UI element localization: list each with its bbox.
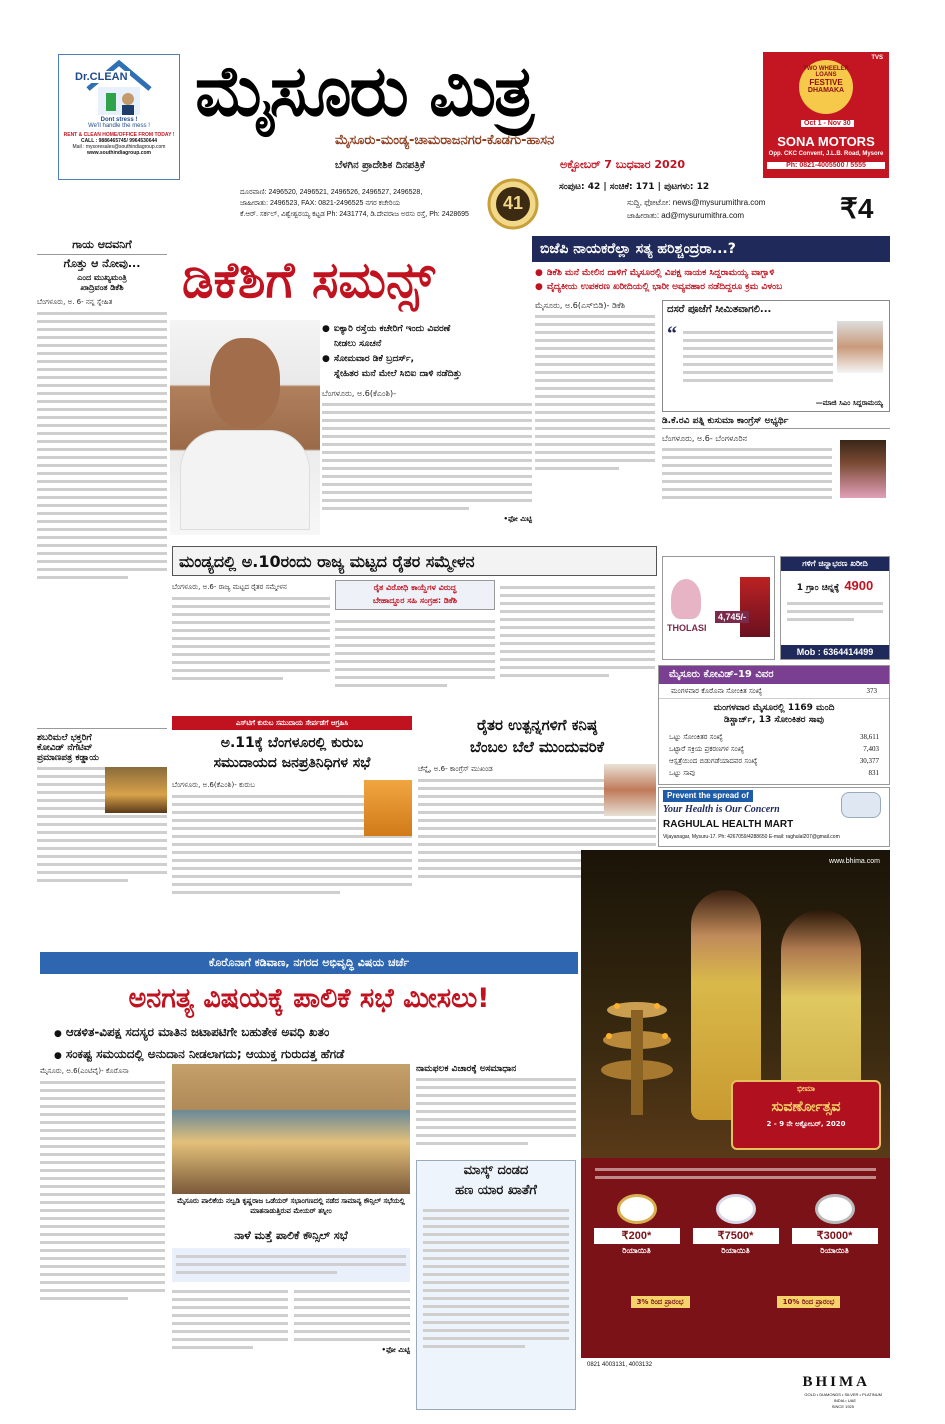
bhima-offer-label: ರಿಯಾಯಿತಿ <box>820 1246 849 1255</box>
covid-head: ಮೈಸೂರು ಕೋವಿಡ್-19 ವಿವರ <box>659 666 889 684</box>
kuruba-kicker-bar <box>172 716 412 730</box>
lead-body <box>322 388 532 524</box>
sona-address: Opp. CKC Convent, J.L.B. Road, Mysore <box>768 151 884 157</box>
farmers-body-3 <box>500 582 655 682</box>
farmers-body-1 <box>172 582 330 685</box>
bhima-offer-panel <box>581 1158 890 1358</box>
covid-summary-2: ಡಿಸ್ಚಾರ್ಜ್, 13 ಸೋಂಕಿತರ ಸಾವು <box>724 715 824 725</box>
bhima-offer-filler <box>581 1158 890 1190</box>
sabarimala-head-3: ಪ್ರಮಾಣಪತ್ರ ಕಡ್ಡಾಯ <box>37 753 99 763</box>
covid-stat-label: ಆಸ್ಪತ್ರೆಯಿಂದ ಬಿಡುಗಡೆಯಾದವರ ಸಂಖ್ಯೆ <box>669 757 758 765</box>
bhima-offers <box>581 1190 890 1282</box>
bjp-body <box>535 300 655 475</box>
bhima-fest-1: ಭೀಮಾ <box>796 1084 816 1093</box>
siddaramaiah-photo <box>837 321 883 373</box>
bjp-byline: ಮೈಸೂರು, ಅ.6(ಎಸ್‌ಬಿಡಿ)- ಡಿಕೆಶಿ <box>535 301 626 310</box>
kuruba-kicker: ಎಸ್‌ಟಿಗೆ ಕುರುಬ ಸಮುದಾಯ ಸೇರ್ಪಡೆಗೆ ಆಗ್ರಹಿಸಿ <box>235 719 349 727</box>
news-email[interactable]: ಸುದ್ದಿ, ಫೋಟೋ: news@mysurumithra.com <box>627 198 766 207</box>
bhima-offer-card <box>693 1194 779 1278</box>
ring-icon <box>617 1194 657 1224</box>
bhima-offer-card <box>792 1194 878 1278</box>
bhima-phone: 0821 4003131, 4003132 <box>587 1362 653 1368</box>
palike-byline: ಮೈಸೂರು, ಅ.6(ಎಂಟಿವೈ)- ಕೊರೊನಾ <box>40 1067 129 1075</box>
tholasi-price: 4,745/- <box>715 611 749 623</box>
lamp-graphic <box>599 990 675 1120</box>
ad-email[interactable]: ಜಾಹೀರಾತು: ad@mysurumithra.com <box>627 211 745 220</box>
left-head-1: ಗಾಯ ಆದವನಿಗೆ <box>37 236 167 255</box>
lead-bullet-1 <box>322 322 532 337</box>
tholasi-saree-photo <box>740 577 770 637</box>
sona-brand: TVS <box>871 55 883 61</box>
gold-item <box>781 575 889 594</box>
bhima-offer-value: ₹7500* <box>693 1228 779 1244</box>
bhima-dates: 2 - 9 ನೇ ಅಕ್ಟೋಬರ್, 2020 <box>766 1120 846 1128</box>
bhima-since: SINCE 1925 <box>831 1404 854 1409</box>
dk-shirt <box>180 430 310 530</box>
msp-nirmala-photo <box>604 764 656 816</box>
bhima-foot-1: 3% ರಿಂದ ಪ್ರಾರಂಭ <box>631 1296 690 1308</box>
left-body-filler <box>37 312 167 579</box>
sona-phone: Ph: 0821-4005500 / 5555 <box>767 162 885 169</box>
drclean-mail: Mail : mysoresales@southindiagroup.com <box>72 144 166 150</box>
tholasi-name: THOLASI <box>667 623 707 633</box>
kuruba-byline: ಬೆಂಗಳೂರು, ಅ.6(ಕೆಎಂಶಿ)- ಕುರುಬ <box>172 781 256 789</box>
bhima-foot-2: 10% ರಿಂದ ಪ್ರಾರಂಭ <box>777 1296 841 1308</box>
council-meeting-photo <box>172 1064 410 1194</box>
covid-summary <box>659 699 889 729</box>
gold-rate: 4900 <box>844 578 874 593</box>
phones-line-2: ಜಾಹೀರಾತು: 2496523, FAX: 0821-2496525 ನಗರ ಕಚೇರಿಯ <box>240 200 401 207</box>
drclean-title: Dr.CLEAN <box>75 71 128 83</box>
lead-credit: •ಫೋ ಮಿಟ್ಟಿ <box>503 515 532 523</box>
mask-head-1: ಮಾಸ್ಕ್ ದಂಡದ <box>463 1163 529 1178</box>
bhima-offer-value: ₹3000* <box>792 1228 878 1244</box>
farmers-side-2: ಬೇಹಾದ್ದೂರ ಸಹಿ ಸಂಗ್ರಹ: ಡಿಕೆಶಿ <box>372 596 458 605</box>
bhima-url[interactable]: www.bhima.com <box>829 858 880 865</box>
tholasi-logo-icon <box>671 579 701 619</box>
palike-bullets <box>54 1022 574 1066</box>
bjp-headline: ಬಿಜೆಪಿ ನಾಯಕರೆಲ್ಲಾ ಸತ್ಯ ಹರಿಶ್ಚಂದ್ರರಾ...? <box>540 241 736 257</box>
covid-stats-list <box>659 729 889 781</box>
masthead-date: ಅಕ್ಟೋಬರ್ 7 ಬುಧವಾರ 2020 <box>560 158 686 171</box>
bhima-offer-label: ರಿಯಾಯಿತಿ <box>721 1246 750 1255</box>
palike-caption: ಮೈಸೂರು ಪಾಲಿಕೆಯ ನಲ್ವಡಿ ಕೃಷ್ಣರಾಜ ಒಡೆಯರ್ ಸಭಾಂಗಣದಲ್ಲಿ ನಡೆದ ಸಾಮಾನ್ಯ ಕೌನ್ಸಿಲ್ ಸಭೆಯಲ್ಲಿ ಮಾತನಾಡುತ್ತಿರುವ ಮೇಯರ್ ತಸ್ನೀಂ <box>177 1197 405 1215</box>
kusuma-head: ಡಿ.ಕೆ.ರವಿ ಪತ್ನಿ ಕುಸುಮಾ ಕಾಂಗ್ರೆಸ್ ಅಭ್ಯರ್ಥಿ <box>662 416 890 429</box>
left-byline: ಬೆಂಗಳೂರು, ಅ. 6- ನನ್ನ ಸ್ನೇಹಿತ <box>37 298 113 306</box>
mask-head-2: ಹಣ ಯಾರ ಖಾತೆಗೆ <box>455 1183 537 1198</box>
covid-today-label: ಮಂಗಳವಾರ ಕೊರೊನಾ ಸೋಂಕಿತ ಸಂಖ್ಯೆ <box>671 687 763 695</box>
covid-today-value: 373 <box>866 687 877 695</box>
left-head-3: ಎಂದ ಮುಖ್ಯಮಂತ್ರಿ <box>77 273 127 282</box>
raghulal-address: Vijayanagar, Mysuru-17. Ph: 4267059/4288650 E-mail: raghulal207@gmail.com <box>663 834 840 840</box>
palike-body-3 <box>294 1286 410 1355</box>
kusuma-story <box>662 416 890 546</box>
bhima-brand-sub2: INDIA • UAE <box>833 1398 856 1403</box>
dasara-box <box>662 300 890 412</box>
palike-kicker: ಕೊರೊನಾಗೆ ಕಡಿವಾಣ, ನಗರದ ಅಭಿವೃದ್ಧಿ ವಿಷಯ ಚರ್ಚೆ <box>208 956 410 969</box>
msp-head-2: ಬೆಂಬಲ ಬೆಲೆ ಮುಂದುವರಿಕೆ <box>469 738 604 756</box>
drclean-phone: CALL : 9886465745/ 9964530644 <box>80 138 158 144</box>
bjp-bullet-1: ● ಡಿಕೆಶಿ ಮನೆ ಮೇಲಿನ ದಾಳಿಗೆ ಮೈಸೂರಲ್ಲಿ ವಿಪಕ್ಷ ನಾಯಕ ಸಿದ್ದರಾಮಯ್ಯ ವಾಗ್ಬಾಳಿ <box>535 266 890 280</box>
sona-motors-ad[interactable] <box>763 52 889 178</box>
bhima-ad[interactable] <box>581 850 890 1410</box>
masthead-title: ಮೈಸೂರು ಮಿತ್ರ <box>195 50 533 132</box>
covid-stat-value: 7,403 <box>863 745 879 753</box>
mask-icon <box>841 792 881 818</box>
sabarimala-temple-photo <box>105 767 167 813</box>
raghulal-top: Prevent the spread of <box>663 790 753 802</box>
farmers-side-box <box>335 580 495 610</box>
bjp-bullets <box>535 266 890 294</box>
kusuma-filler <box>662 448 832 499</box>
kusuma-byline: ಬೆಂಗಳೂರು, ಅ.6- ಬೆಂಗಳೂರಿನ <box>662 434 748 443</box>
palike-next-head: ನಾಳೆ ಮತ್ತೆ ಪಾಲಿಕೆ ಕೌನ್ಸಿಲ್ ಸಭೆ <box>234 1229 348 1242</box>
silver-ring-icon <box>815 1194 855 1224</box>
anniversary-emblem <box>480 176 546 232</box>
quote-icon: “ <box>667 323 677 345</box>
festive-badge <box>799 60 853 114</box>
msp-byline: ಚೆನ್ನೈ, ಅ.6- ಕಾಂಗ್ರೆಸ್ ಮುಖಂಡ <box>418 765 493 773</box>
sona-period: Oct 1 - Nov 30 <box>801 120 854 127</box>
house-logo-icon <box>84 59 154 117</box>
gold-buy-ad[interactable] <box>780 556 890 660</box>
lead-bullet-1-text: ● ಐಕ್ಯಾರಿ ರಸ್ತೆಯ ಕಚೇರಿಗೆ ಇಂದು ವಿವರಣೆ <box>322 324 450 334</box>
farmers-headline-bar <box>172 546 657 576</box>
gold-head: ಗಳಿಗೆ ಚಿನ್ನಾಭರಣ ಖರೀದಿ <box>781 557 889 571</box>
covid-stat-row <box>669 755 879 767</box>
drclean-tagline-1: Dont stress ! <box>100 117 138 123</box>
gold-mob: Mob : 6364414499 <box>781 645 889 659</box>
covid-summary-1: ಮಂಗಳವಾರ ಮೈಸೂರಲ್ಲಿ 1169 ಮಂದಿ <box>713 703 835 713</box>
bhima-foot <box>581 1282 890 1308</box>
lead-bullet-1b: ನೀಡಲು ಸೂಚನೆ <box>334 339 382 349</box>
covid-stat-label: ಒಟ್ಟು ಸಾವು <box>669 769 696 777</box>
covid-stat-row <box>669 743 879 755</box>
bjp-bullet-2: ● ವೈದ್ಯಕೀಯ ಉಪಕರಣ ಖರೀದಿಯಲ್ಲಿ ಭಾರೀ ಅವ್ಯವಹಾರ ನಡೆದಿದ್ದರೂ ಕ್ರಮ ವಿಳಂಬ <box>535 280 890 294</box>
lead-headline: ಡಿಕೆಶಿಗೆ ಸಮನ್ಸ್ <box>182 251 435 309</box>
bhima-brand: BHIMA <box>802 1374 870 1390</box>
bhima-brand-sub: GOLD • DIAMONDS • SILVER • PLATINUM <box>804 1392 882 1397</box>
dasara-credit: —ಮಾಜಿ ಸಿಎಂ ಸಿದ್ದರಾಮಯ್ಯ <box>815 399 883 407</box>
covid-stat-value: 831 <box>868 769 879 777</box>
dk-shivakumar-photo <box>170 320 320 535</box>
left-head-4: ಖಾದ್ರಿವಂತ ಡಿಕೆಶಿ <box>80 283 124 292</box>
bhima-offer-card <box>594 1194 680 1278</box>
covid-stat-label: ಒಟ್ಟು ಸೋಂಕಿತರ ಸಂಖ್ಯೆ <box>669 733 723 741</box>
farmers-headline: ಮಂಡ್ಯದಲ್ಲಿ ಅ.10ರಂದು ರಾಜ್ಯ ಮಟ್ಟದ ರೈತರ ಸಮ್ಮೇಳನ <box>179 552 475 571</box>
covid-stat-label: ಒಟ್ಟಾರೆ ಸಕ್ರಿಯ ಪ್ರಕರಣಗಳ ಸಂಖ್ಯೆ <box>669 745 745 753</box>
palike-headline: ಅನಗತ್ಯ ವಿಷಯಕ್ಕೆ ಪಾಲಿಕೆ ಸಭೆ ಮೀಸಲು! <box>128 983 490 1014</box>
palike-kicker-bar <box>40 952 578 974</box>
sabarimala-head-2: ಕೋವಿಡ್ ನೆಗೆಟಿವ್ <box>37 743 93 753</box>
phones-line-1: ದೂರವಾಣಿ: 2496520, 2496521, 2496526, 2496527, 2496528, <box>240 189 423 196</box>
raghulal-ad[interactable] <box>658 787 890 847</box>
palike-next-box <box>172 1248 410 1282</box>
palike-bullet-2: ● ಸಂಕಷ್ಟ ಸಮಯದಲ್ಲಿ ಅನುದಾನ ನೀಡಲಾಗದು; ಆಯುಕ್ತ ಗುರುದತ್ತ ಹೆಗಡೆ <box>54 1044 574 1066</box>
farmers-side-1: ರೈತ ವಿರೋಧಿ ಕಾಯ್ದೆಗಳ ವಿರುದ್ಧ <box>373 583 457 592</box>
left-story-2 <box>37 728 167 887</box>
kuruba-photo <box>364 780 412 836</box>
farmers-byline: ಬೆಂಗಳೂರು, ಅ.6- ರಾಜ್ಯ ಮಟ್ಟದ ರೈತರ ಸಮ್ಮೇಳನ <box>172 583 287 591</box>
raghulal-tag: Your Health is Our Concern <box>663 804 780 815</box>
bhima-offer-value: ₹200* <box>594 1228 680 1244</box>
palike-side <box>416 1064 576 1150</box>
drclean-web: www.southindiagroup.com <box>87 150 151 156</box>
drclean-ad[interactable] <box>58 54 180 180</box>
masthead-tagline: ಮೈಸೂರು-ಮಂಡ್ಯ-ಚಾಮರಾಜನಗರ-ಕೊಡಗು-ಹಾಸನ <box>335 133 555 148</box>
raghulal-name: RAGHULAL HEALTH MART <box>663 819 794 830</box>
mask-story <box>416 1160 576 1410</box>
covid-row-today <box>659 684 889 699</box>
mask-body <box>417 1201 575 1357</box>
diamond-ring-icon <box>716 1194 756 1224</box>
sona-offer-3: DHAMAKA <box>807 87 845 94</box>
palike-body-2 <box>172 1286 288 1354</box>
bhima-offer-label: ರಿಯಾಯಿತಿ <box>622 1246 651 1255</box>
covid-stat-value: 30,377 <box>859 757 879 765</box>
kusuma-photo <box>840 440 886 498</box>
sona-name: SONA MOTORS <box>777 134 875 149</box>
palike-credit: •ಫೋ ಮಿಟ್ಟಿ <box>381 1346 410 1354</box>
covid-stat-value: 38,611 <box>860 733 879 741</box>
kuruba-head-2: ಸಮುದಾಯದ ಜನಪ್ರತಿನಿಧಿಗಳ ಸಭೆ <box>213 755 371 771</box>
dk-face <box>210 338 280 428</box>
palike-bullet-1: ● ಆಡಳಿತ-ವಿಪಕ್ಷ ಸದಸ್ಯರ ಮಾತಿನ ಜಟಾಪಟಿಗೇ ಬಹುತೇಕ ಅವಧಿ ಖತಂ <box>54 1022 574 1044</box>
covid-stat-row <box>669 767 879 779</box>
left-story-1 <box>37 236 167 584</box>
farmers-body-2 <box>335 616 495 692</box>
lead-bullet-2b: ಸ್ನೇಹಿತರ ಮನೆ ಮೇಲೆ ಸಿಬಿಐ ದಾಳಿ ನಡೆದಿತ್ತು <box>334 369 462 379</box>
sona-offer-2: FESTIVE <box>809 78 843 87</box>
drclean-tagline-2: We'll handle the mess ! <box>88 123 150 129</box>
contact-phones <box>240 187 472 220</box>
lead-byline: ಬೆಂಗಳೂರು, ಅ.6(ಕೆಎಂಶಿ)- <box>322 389 396 398</box>
drclean-offer: RENT & CLEAN HOME/OFFICE FROM TODAY ! <box>63 132 175 138</box>
kuruba-body <box>172 780 412 899</box>
sabarimala-head-1: ಶಬರಿಮಲೆ ಭಕ್ತರಿಗೆ <box>37 733 92 743</box>
msp-head-1: ರೈತರ ಉತ್ಪನ್ನಗಳಿಗೆ ಕನಿಷ್ಠ <box>476 716 598 734</box>
bhima-fest-badge <box>731 1080 881 1150</box>
palike-side-head: ನಾಮಫಲಕ ವಿಚಾರಕ್ಕೆ ಅಸಮಾಧಾನ <box>416 1064 517 1074</box>
palike-body-1 <box>40 1066 165 1305</box>
covid-stat-row <box>669 731 879 743</box>
tholasi-ad[interactable] <box>662 556 775 660</box>
gold-item-label: 1 ಗ್ರಾಂ ಚಿನ್ನಕ್ಕೆ <box>796 583 840 593</box>
anniversary-number: 41 <box>502 193 524 213</box>
issue-info: ಸಂಪುಟ: 42 | ಸಂಚಿಕೆ: 171 | ಪುಟಗಳು: 12 <box>559 182 710 192</box>
covid-box <box>658 665 890 785</box>
lead-bullet-2-text: ● ಸೋಮವಾರ ಡಿಕೆ ಬ್ರದರ್ಸ್, <box>322 354 414 364</box>
sona-offer-1: TWO WHEELER LOANS <box>803 66 849 78</box>
bhima-footer <box>581 1358 890 1410</box>
phones-line-3: ಕೆ.ಆರ್. ಸರ್ಕಲ್, ವಿಶ್ವೇಶ್ವರಯ್ಯ ಕಟ್ಟಡ Ph: 2431774, ಡಿ.ದೇವರಾಜ ಅರಸು ರಸ್ತೆ, Ph: 2428695 <box>240 211 469 218</box>
bjp-headline-bar <box>532 236 890 262</box>
dasara-filler <box>683 327 833 387</box>
left-head-2: ಗೊತ್ತು ಆ ನೋವು... <box>63 257 141 270</box>
bhima-fest-2: ಸುವರ್ಣೋತ್ಸವ <box>771 1099 841 1115</box>
dasara-head: ದಸರೆ ಪೂಜೆಗೆ ಸೀಮಿತವಾಗಲಿ... <box>667 304 772 315</box>
price: ₹4 <box>840 193 874 224</box>
kuruba-head-1: ಅ.11ಕ್ಕೆ ಬೆಂಗಳೂರಲ್ಲಿ ಕುರುಬ <box>220 735 364 751</box>
lead-bullet-2 <box>322 352 532 367</box>
masthead-subtitle: ಬೆಳಗಿನ ಪ್ರಾದೇಶಿಕ ದಿನಪತ್ರಿಕೆ <box>335 160 425 171</box>
gold-filler <box>781 594 889 630</box>
lead-bullets <box>322 322 532 382</box>
